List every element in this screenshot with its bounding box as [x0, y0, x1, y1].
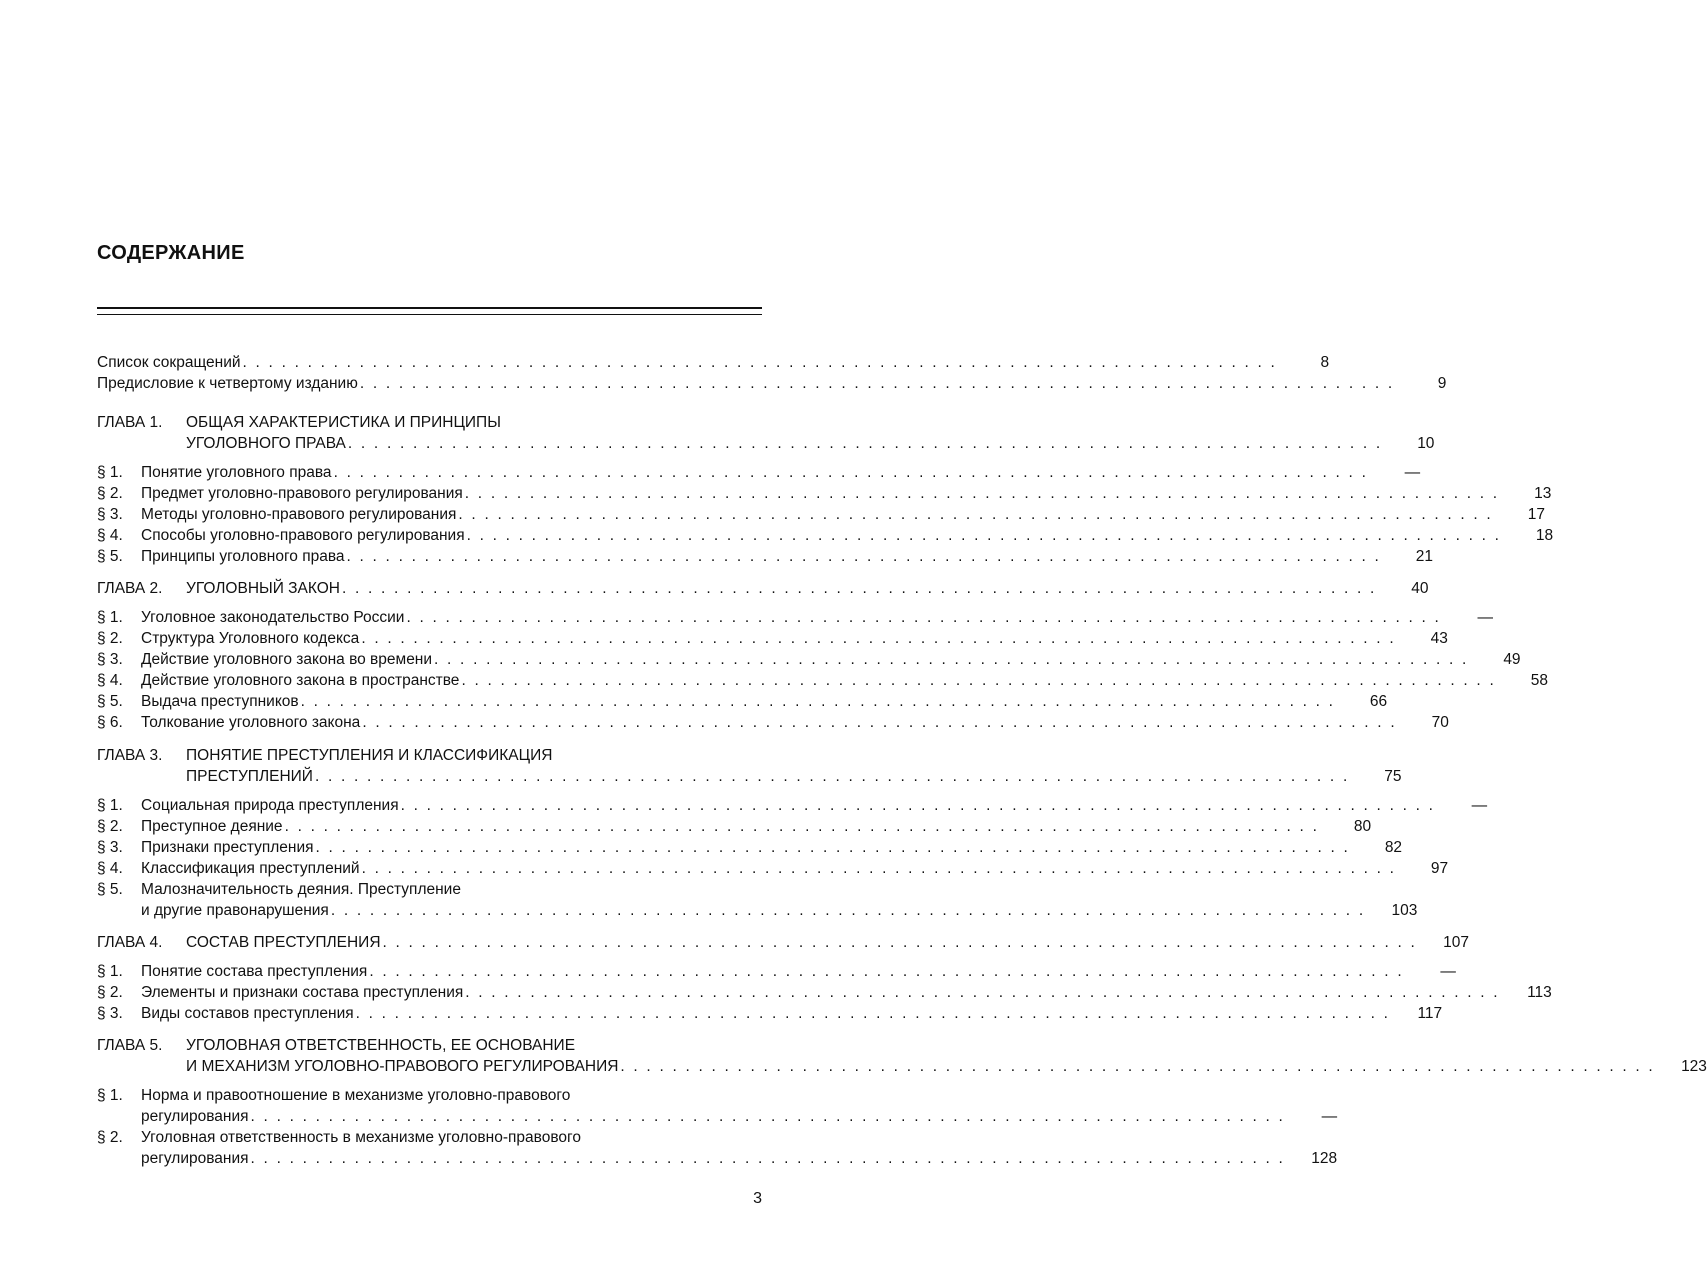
entry-title[interactable]: Социальная природа преступления	[141, 797, 399, 814]
chapter-heading[interactable]	[97, 412, 1435, 454]
dot-leader: . . . . . . . . . . . . . . . . . . . . . . . . . . . . . . . . . . . . . . . . . . . . . . . . . . . . . . . . . . . . . . . . . . . . . . . . . . . . . . . .	[369, 963, 1404, 980]
toc-group	[97, 741, 1488, 921]
page-number[interactable]: 103	[1391, 902, 1418, 919]
entry-title[interactable]: Действие уголовного закона в пространстве	[141, 672, 460, 689]
entry-text-wrap	[97, 879, 461, 900]
entry-text-wrap	[97, 1106, 249, 1127]
dot-leader: . . . . . . . . . . . . . . . . . . . . . . . . . . . . . . . . . . . . . . . . . . . . . . . . . . . . . . . . . . . . . . . . . . . . . . . . . . . . . . . .	[466, 527, 1502, 544]
dot-leader: . . . . . . . . . . . . . . . . . . . . . . . . . . . . . . . . . . . . . . . . . . . . . . . . . . . . . . . . . . . . . . . . . . . . . . . . . . . . . . . .	[361, 630, 1396, 647]
title-rule-thick	[97, 307, 762, 309]
section-list	[97, 462, 1554, 567]
entry-text-wrap	[97, 691, 299, 712]
dot-leader: . . . . . . . . . . . . . . . . . . . . . . . . . . . . . . . . . . . . . . . . . . . . . . . . . . . . . . . . . . . . . . . . . . . . . . . . . . . . . . . .	[333, 464, 1369, 481]
chapter-label: ГЛАВА 5.	[97, 1037, 163, 1054]
toc-entry-line	[97, 1003, 1443, 1024]
page-number[interactable]: 80	[1353, 818, 1372, 835]
entry-text-wrap	[97, 1003, 354, 1024]
entry-text-wrap	[97, 546, 345, 567]
page-number[interactable]: 82	[1384, 839, 1403, 856]
dot-leader: . . . . . . . . . . . . . . . . . . . . . . . . . . . . . . . . . . . . . . . . . . . . . . . . . . . . . . . . . . . . . . . . . . . . . . . . . . . . . . . .	[382, 934, 1418, 951]
page-number[interactable]: 9	[1437, 375, 1447, 392]
section-list	[97, 961, 1552, 1024]
toc-group	[97, 928, 1552, 1024]
toc-entry[interactable]	[97, 649, 1521, 670]
entry-title[interactable]: Уголовное законодательство России	[141, 609, 405, 626]
page-number[interactable]: 113	[1527, 984, 1552, 1001]
toc-entry[interactable]	[97, 628, 1448, 649]
dot-leader: . . . . . . . . . . . . . . . . . . . . . . . . . . . . . . . . . . . . . . . . . . . . . . . . . . . . . . . . . . . . . . . . . . . . . . . . . . . . . . . .	[465, 984, 1500, 1001]
entry-title[interactable]: Список сокращений	[97, 354, 241, 371]
section-label: § 3.	[97, 506, 123, 523]
toc-entry-line	[97, 670, 1548, 691]
toc-entry[interactable]	[97, 816, 1372, 837]
page-number[interactable]: 70	[1431, 714, 1449, 731]
dot-leader: . . . . . . . . . . . . . . . . . . . . . . . . . . . . . . . . . . . . . . . . . . . . . . . . . . . . . . . . . . . . . . . . . . . . . . . . . . . . . . . .	[242, 354, 1278, 371]
entry-title[interactable]: Уголовная ответственность в механизме уголовно-правового	[141, 1129, 581, 1146]
toc-entry-line	[97, 879, 762, 900]
dot-leader: . . . . . . . . . . . . . . . . . . . . . . . . . . . . . . . . . . . . . . . . . . . . . . . . . . . . . . . . . . . . . . . . . . . . . . . . . . . . . . . .	[359, 375, 1395, 392]
chapter-title[interactable]: ПРЕСТУПЛЕНИЙ	[186, 768, 313, 785]
chapter-label: ГЛАВА 2.	[97, 580, 163, 597]
section-label: § 2.	[97, 818, 123, 835]
entry-text-wrap	[97, 1035, 575, 1056]
toc-group	[97, 352, 1447, 394]
chapter-heading-line	[97, 745, 762, 766]
entry-text-wrap	[97, 607, 404, 628]
page-number[interactable]: —	[1471, 797, 1488, 814]
toc-entry-line	[97, 712, 1449, 733]
entry-text-wrap	[97, 1148, 249, 1169]
toc-entry[interactable]	[97, 670, 1548, 691]
entry-text-wrap	[97, 858, 360, 879]
dot-leader: . . . . . . . . . . . . . . . . . . . . . . . . . . . . . . . . . . . . . . . . . . . . . . . . . . . . . . . . . . . . . . . . . . . . . . . . . . . . . . . .	[300, 693, 1336, 710]
entry-text-wrap	[97, 412, 501, 433]
entry-text-wrap	[97, 462, 332, 483]
entry-title[interactable]: Норма и правоотношение в механизме уголовно-правового	[141, 1087, 571, 1104]
toc-entry[interactable]	[97, 1085, 1338, 1127]
entry-text-wrap	[97, 352, 241, 373]
page-number[interactable]: 97	[1430, 860, 1449, 877]
section-list	[97, 1085, 1338, 1169]
chapter-heading[interactable]	[97, 1035, 1707, 1077]
page-number[interactable]: 128	[1311, 1150, 1338, 1167]
dot-leader: . . . . . . . . . . . . . . . . . . . . . . . . . . . . . . . . . . . . . . . . . . . . . . . . . . . . . . . . . . . . . . . . . . . . . . . . . . . . . . . .	[315, 839, 1351, 856]
entry-title[interactable]: Преступное деяние	[141, 818, 283, 835]
entry-title[interactable]: Элементы и признаки состава преступления	[141, 984, 464, 1001]
entry-text-wrap	[97, 961, 367, 982]
page-number[interactable]: 123	[1681, 1058, 1707, 1075]
section-label: § 2.	[97, 485, 123, 502]
section-label: § 4.	[97, 860, 123, 877]
section-label: § 2.	[97, 630, 123, 647]
section-label: § 2.	[97, 1129, 123, 1146]
page-number[interactable]: —	[1477, 609, 1494, 626]
entry-title[interactable]: Действие уголовного закона во времени	[141, 651, 433, 668]
page-number[interactable]: 13	[1534, 485, 1552, 502]
toc-entry-line	[97, 691, 1388, 712]
toc-entry[interactable]	[97, 858, 1449, 879]
toc-entry-line	[97, 504, 1545, 525]
toc-entry[interactable]	[97, 982, 1552, 1003]
chapter-heading[interactable]	[97, 932, 1470, 953]
toc-entry[interactable]	[97, 1127, 1338, 1169]
chapter-heading-line	[97, 433, 1435, 454]
dot-leader: . . . . . . . . . . . . . . . . . . . . . . . . . . . . . . . . . . . . . . . . . . . . . . . . . . . . . . . . . . . . . . . . . . . . . . . . . . . . . . . .	[461, 672, 1496, 689]
page-title: СОДЕРЖАНИЕ	[97, 242, 245, 264]
toc-entry[interactable]	[97, 691, 1388, 712]
section-label: § 6.	[97, 714, 123, 731]
section-label: § 4.	[97, 527, 123, 544]
toc-entry-line	[97, 546, 1434, 567]
section-list	[97, 352, 1447, 394]
dot-leader: . . . . . . . . . . . . . . . . . . . . . . . . . . . . . . . . . . . . . . . . . . . . . . . . . . . . . . . . . . . . . . . . . . . . . . . . . . . . . . . .	[620, 1058, 1655, 1075]
entry-title[interactable]: Виды составов преступления	[141, 1005, 354, 1022]
page-number[interactable]: 117	[1417, 1005, 1443, 1022]
entry-title[interactable]: Понятие состава преступления	[141, 963, 368, 980]
page-number[interactable]: 66	[1369, 693, 1388, 710]
toc-entry-line	[97, 373, 1447, 394]
page-number[interactable]: —	[1404, 464, 1421, 481]
toc-entry-line	[97, 628, 1448, 649]
toc-entry-line	[97, 483, 1552, 504]
entry-text-wrap	[97, 1127, 581, 1148]
chapter-title[interactable]: И МЕХАНИЗМ УГОЛОВНО-ПРАВОВОГО РЕГУЛИРОВАНИЯ	[186, 1058, 619, 1075]
entry-title[interactable]: и другие правонарушения	[141, 902, 329, 919]
entry-text-wrap	[97, 837, 314, 858]
entry-text-wrap	[97, 670, 459, 691]
page-number[interactable]: 17	[1527, 506, 1545, 523]
toc-entry-line	[97, 1127, 762, 1148]
toc-group	[97, 1031, 1707, 1169]
entry-title[interactable]: Толкование уголовного закона	[141, 714, 361, 731]
entry-text-wrap	[97, 745, 552, 766]
toc-entry-line	[97, 1106, 1338, 1127]
dot-leader: . . . . . . . . . . . . . . . . . . . . . . . . . . . . . . . . . . . . . . . . . . . . . . . . . . . . . . . . . . . . . . . . . . . . . . . . . . . . . . . .	[347, 435, 1383, 452]
chapter-title[interactable]: УГОЛОВНОГО ПРАВА	[186, 435, 346, 452]
chapter-title[interactable]: СОСТАВ ПРЕСТУПЛЕНИЯ	[186, 934, 381, 951]
toc-entry-line	[97, 1148, 1338, 1169]
chapter-heading-line	[97, 1056, 1707, 1077]
toc-entry[interactable]	[97, 504, 1545, 525]
entry-text-wrap	[97, 932, 381, 953]
section-label: § 1.	[97, 609, 123, 626]
entry-title[interactable]: Выдача преступников	[141, 693, 299, 710]
entry-title[interactable]: Понятие уголовного права	[141, 464, 332, 481]
entry-text-wrap	[97, 649, 432, 670]
dot-leader: . . . . . . . . . . . . . . . . . . . . . . . . . . . . . . . . . . . . . . . . . . . . . . . . . . . . . . . . . . . . . . . . . . . . . . . . . . . . . . . .	[362, 714, 1397, 731]
chapter-heading-line	[97, 412, 762, 433]
toc-entry-line	[97, 900, 1418, 921]
toc-entry[interactable]	[97, 525, 1554, 546]
dot-leader: . . . . . . . . . . . . . . . . . . . . . . . . . . . . . . . . . . . . . . . . . . . . . . . . . . . . . . . . . . . . . . . . . . . . . . . . . . . . . . . .	[434, 651, 1469, 668]
dot-leader: . . . . . . . . . . . . . . . . . . . . . . . . . . . . . . . . . . . . . . . . . . . . . . . . . . . . . . . . . . . . . . . . . . . . . . . . . . . . . . . .	[250, 1108, 1286, 1125]
entry-title[interactable]: Методы уголовно-правового регулирования	[141, 506, 457, 523]
entry-title[interactable]: Классификация преступлений	[141, 860, 360, 877]
toc-entry-line	[97, 837, 1403, 858]
chapter-label: ГЛАВА 1.	[97, 414, 163, 431]
entry-text-wrap	[97, 1056, 618, 1077]
dot-leader: . . . . . . . . . . . . . . . . . . . . . . . . . . . . . . . . . . . . . . . . . . . . . . . . . . . . . . . . . . . . . . . . . . . . . . . . . . . . . . . .	[346, 548, 1382, 565]
toc-group	[97, 408, 1554, 567]
toc-entry-line	[97, 607, 1494, 628]
section-label: § 5.	[97, 693, 123, 710]
dot-leader: . . . . . . . . . . . . . . . . . . . . . . . . . . . . . . . . . . . . . . . . . . . . . . . . . . . . . . . . . . . . . . . . . . . . . . . . . . . . . . . .	[406, 609, 1442, 626]
title-rule-thin	[97, 314, 762, 315]
chapter-title[interactable]: УГОЛОВНАЯ ОТВЕТСТВЕННОСТЬ, ЕЕ ОСНОВАНИЕ	[186, 1037, 576, 1054]
entry-text-wrap	[97, 795, 399, 816]
entry-title[interactable]: Предисловие к четвертому изданию	[97, 375, 358, 392]
toc-entry[interactable]	[97, 961, 1456, 982]
toc-entry[interactable]	[97, 795, 1488, 816]
page-folio: 3	[753, 1190, 762, 1207]
dot-leader: . . . . . . . . . . . . . . . . . . . . . . . . . . . . . . . . . . . . . . . . . . . . . . . . . . . . . . . . . . . . . . . . . . . . . . . . . . . . . . . .	[361, 860, 1397, 877]
chapter-heading-line	[97, 578, 1429, 599]
toc-entry-line	[97, 462, 1421, 483]
entry-text-wrap	[97, 982, 463, 1003]
entry-text-wrap	[97, 1085, 570, 1106]
entry-title[interactable]: Малозначительность деяния. Преступление	[141, 881, 461, 898]
toc-entry[interactable]	[97, 352, 1330, 373]
entry-text-wrap	[97, 900, 329, 921]
dot-leader: . . . . . . . . . . . . . . . . . . . . . . . . . . . . . . . . . . . . . . . . . . . . . . . . . . . . . . . . . . . . . . . . . . . . . . . . . . . . . . . .	[342, 580, 1377, 597]
section-label: § 3.	[97, 839, 123, 856]
toc-entry-line	[97, 795, 1488, 816]
toc-entry-line	[97, 352, 1330, 373]
dot-leader: . . . . . . . . . . . . . . . . . . . . . . . . . . . . . . . . . . . . . . . . . . . . . . . . . . . . . . . . . . . . . . . . . . . . . . . . . . . . . . . .	[284, 818, 1320, 835]
section-label: § 2.	[97, 984, 123, 1001]
toc-entry-line	[97, 982, 1552, 1003]
chapter-heading[interactable]	[97, 745, 1402, 787]
toc-entry[interactable]	[97, 837, 1403, 858]
toc-entry[interactable]	[97, 462, 1421, 483]
entry-text-wrap	[97, 816, 283, 837]
entry-text-wrap	[97, 483, 463, 504]
dot-leader: . . . . . . . . . . . . . . . . . . . . . . . . . . . . . . . . . . . . . . . . . . . . . . . . . . . . . . . . . . . . . . . . . . . . . . . . . . . . . . . .	[355, 1005, 1391, 1022]
entry-title[interactable]: Признаки преступления	[141, 839, 314, 856]
chapter-heading[interactable]	[97, 578, 1429, 599]
dot-leader: . . . . . . . . . . . . . . . . . . . . . . . . . . . . . . . . . . . . . . . . . . . . . . . . . . . . . . . . . . . . . . . . . . . . . . . . . . . . . . . .	[400, 797, 1436, 814]
chapter-heading-line	[97, 932, 1470, 953]
page-number[interactable]: 75	[1384, 768, 1402, 785]
page-number[interactable]: —	[1321, 1108, 1338, 1125]
toc-entry[interactable]	[97, 483, 1552, 504]
entry-title[interactable]: Предмет уголовно-правового регулирования	[141, 485, 463, 502]
section-label: § 5.	[97, 548, 123, 565]
toc-entry[interactable]	[97, 607, 1494, 628]
dot-leader: . . . . . . . . . . . . . . . . . . . . . . . . . . . . . . . . . . . . . . . . . . . . . . . . . . . . . . . . . . . . . . . . . . . . . . . . . . . . . . . .	[464, 485, 1500, 502]
chapter-label: ГЛАВА 3.	[97, 747, 163, 764]
entry-text-wrap	[97, 628, 359, 649]
chapter-heading-line	[97, 766, 1402, 787]
toc-group	[97, 574, 1548, 733]
page-number[interactable]: 58	[1530, 672, 1548, 689]
dot-leader: . . . . . . . . . . . . . . . . . . . . . . . . . . . . . . . . . . . . . . . . . . . . . . . . . . . . . . . . . . . . . . . . . . . . . . . . . . . . . . . .	[250, 1150, 1286, 1167]
entry-text-wrap	[97, 766, 313, 787]
chapter-title[interactable]: УГОЛОВНЫЙ ЗАКОН	[186, 580, 340, 597]
section-label: § 4.	[97, 672, 123, 689]
toc-entry-line	[97, 1085, 762, 1106]
toc-entry[interactable]	[97, 879, 1418, 921]
entry-text-wrap	[97, 373, 358, 394]
entry-title[interactable]: Принципы уголовного права	[141, 548, 345, 565]
entry-title[interactable]: Способы уголовно-правового регулирования	[141, 527, 465, 544]
page-number[interactable]: 49	[1503, 651, 1521, 668]
section-label: § 3.	[97, 651, 123, 668]
section-label: § 1.	[97, 1087, 123, 1104]
dot-leader: . . . . . . . . . . . . . . . . . . . . . . . . . . . . . . . . . . . . . . . . . . . . . . . . . . . . . . . . . . . . . . . . . . . . . . . . . . . . . . . .	[330, 902, 1366, 919]
section-list	[97, 607, 1548, 733]
page-number[interactable]: 8	[1320, 354, 1330, 371]
section-label: § 1.	[97, 797, 123, 814]
page-number[interactable]: 43	[1430, 630, 1448, 647]
page-number[interactable]: 18	[1535, 527, 1554, 544]
section-label: § 1.	[97, 963, 123, 980]
toc-entry[interactable]	[97, 1003, 1443, 1024]
entry-text-wrap	[97, 433, 346, 454]
toc-entry-line	[97, 525, 1554, 546]
page-number[interactable]: 10	[1417, 435, 1435, 452]
section-label: § 5.	[97, 881, 123, 898]
entry-text-wrap	[97, 578, 340, 599]
entry-title[interactable]: регулирования	[141, 1108, 249, 1125]
page-number[interactable]: 21	[1415, 548, 1434, 565]
dot-leader: . . . . . . . . . . . . . . . . . . . . . . . . . . . . . . . . . . . . . . . . . . . . . . . . . . . . . . . . . . . . . . . . . . . . . . . . . . . . . . . .	[458, 506, 1493, 523]
toc-entry-line	[97, 649, 1521, 670]
section-label: § 1.	[97, 464, 123, 481]
entry-text-wrap	[97, 504, 456, 525]
section-list	[97, 795, 1488, 921]
toc-entry[interactable]	[97, 712, 1449, 733]
chapter-heading-line	[97, 1035, 762, 1056]
toc-entry-line	[97, 816, 1372, 837]
toc-entry[interactable]	[97, 373, 1447, 394]
toc-entry-line	[97, 961, 1456, 982]
chapter-label: ГЛАВА 4.	[97, 934, 163, 951]
toc-entry[interactable]	[97, 546, 1434, 567]
toc-entry-line	[97, 858, 1449, 879]
chapter-title[interactable]: ОБЩАЯ ХАРАКТЕРИСТИКА И ПРИНЦИПЫ	[186, 414, 501, 431]
entry-text-wrap	[97, 712, 360, 733]
page-number[interactable]: —	[1440, 963, 1456, 980]
entry-text-wrap	[97, 525, 465, 546]
chapter-title[interactable]: ПОНЯТИЕ ПРЕСТУПЛЕНИЯ И КЛАССИФИКАЦИЯ	[186, 747, 553, 764]
section-label: § 3.	[97, 1005, 123, 1022]
entry-title[interactable]: регулирования	[141, 1150, 249, 1167]
page-number[interactable]: 40	[1411, 580, 1429, 597]
dot-leader: . . . . . . . . . . . . . . . . . . . . . . . . . . . . . . . . . . . . . . . . . . . . . . . . . . . . . . . . . . . . . . . . . . . . . . . . . . . . . . . .	[314, 768, 1350, 785]
page-number[interactable]: 107	[1443, 934, 1470, 951]
entry-title[interactable]: Структура Уголовного кодекса	[141, 630, 360, 647]
